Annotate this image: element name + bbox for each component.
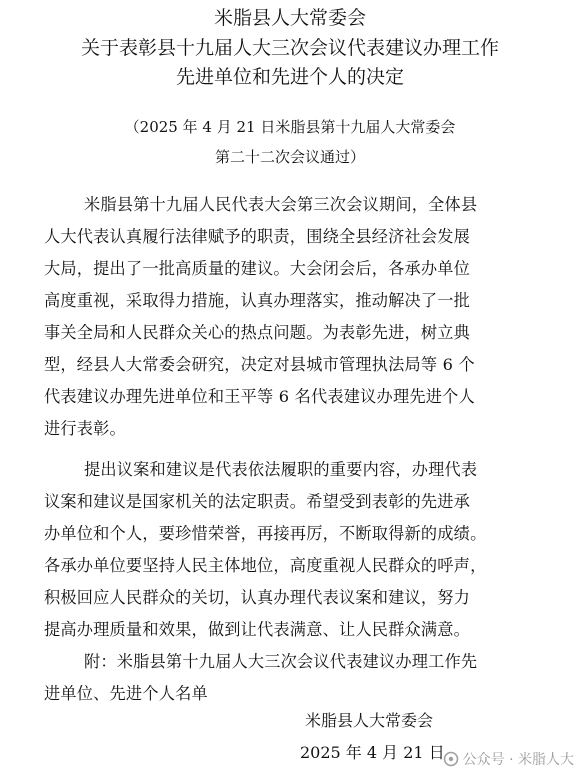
body-line: 事关全局和人民群众关心的热点问题。为表彰先进，树立典 bbox=[44, 323, 471, 342]
attachment-line: 进单位、先进个人名单 bbox=[44, 684, 208, 703]
body-line: 米脂县第十九届人民代表大会第三次会议期间，全体县 bbox=[84, 195, 478, 214]
body-line: 办单位和个人，要珍惜荣誉，再接再厉，不断取得新的成绩。 bbox=[44, 524, 487, 543]
body-line: 议案和建议是国家机关的法定职责。希望受到表彰的先进承 bbox=[44, 492, 471, 511]
signature-date: 2025 年 4 月 21 日 bbox=[300, 743, 445, 762]
body-line: 提出议案和建议是代表依法履职的重要内容，办理代表 bbox=[84, 460, 478, 479]
body-line: 各承办单位要坚持人民主体地位，高度重视人民群众的呼声， bbox=[44, 556, 487, 575]
body-line: 代表建议办理先进单位和王平等 6 名代表建议办理先进个人 bbox=[44, 387, 475, 406]
body-line: 提高办理质量和效果，做到让代表满意、让人民群众满意。 bbox=[44, 620, 471, 639]
watermark-text: 公众号 · 米脂人大 bbox=[462, 752, 574, 768]
document-title-line-2: 关于表彰县十九届人大三次会议代表建议办理工作 bbox=[80, 37, 499, 59]
session-note-line-1: （2025 年 4 月 21 日米脂县第十九届人大常委会 bbox=[124, 118, 456, 136]
wechat-official-account-icon bbox=[443, 751, 459, 767]
session-note-line-2: 第二十二次会议通过） bbox=[214, 148, 365, 166]
body-line: 高度重视，采取得力措施，认真办理落实，推动解决了一批 bbox=[44, 291, 471, 310]
body-line: 大局，提出了一批高质量的建议。大会闭会后，各承办单位 bbox=[44, 259, 471, 278]
body-line: 人大代表认真履行法律赋予的职责，围绕全县经济社会发展 bbox=[44, 227, 471, 246]
signature-organization: 米脂县人大常委会 bbox=[305, 711, 434, 730]
document-title-line-3: 先进单位和先进个人的决定 bbox=[175, 66, 404, 88]
body-line: 积极回应人民群众的关切，认真办理代表议案和建议，努力 bbox=[44, 588, 471, 607]
attachment-line: 附：米脂县第十九届人大三次会议代表建议办理工作先 bbox=[84, 652, 478, 671]
body-line: 型，经县人大常委会研究，决定对县城市管理执法局等 6 个 bbox=[44, 355, 475, 374]
document-title-line-1: 米脂县人大常委会 bbox=[213, 7, 366, 29]
watermark bbox=[443, 745, 574, 773]
body-line: 进行表彰。 bbox=[44, 419, 126, 438]
